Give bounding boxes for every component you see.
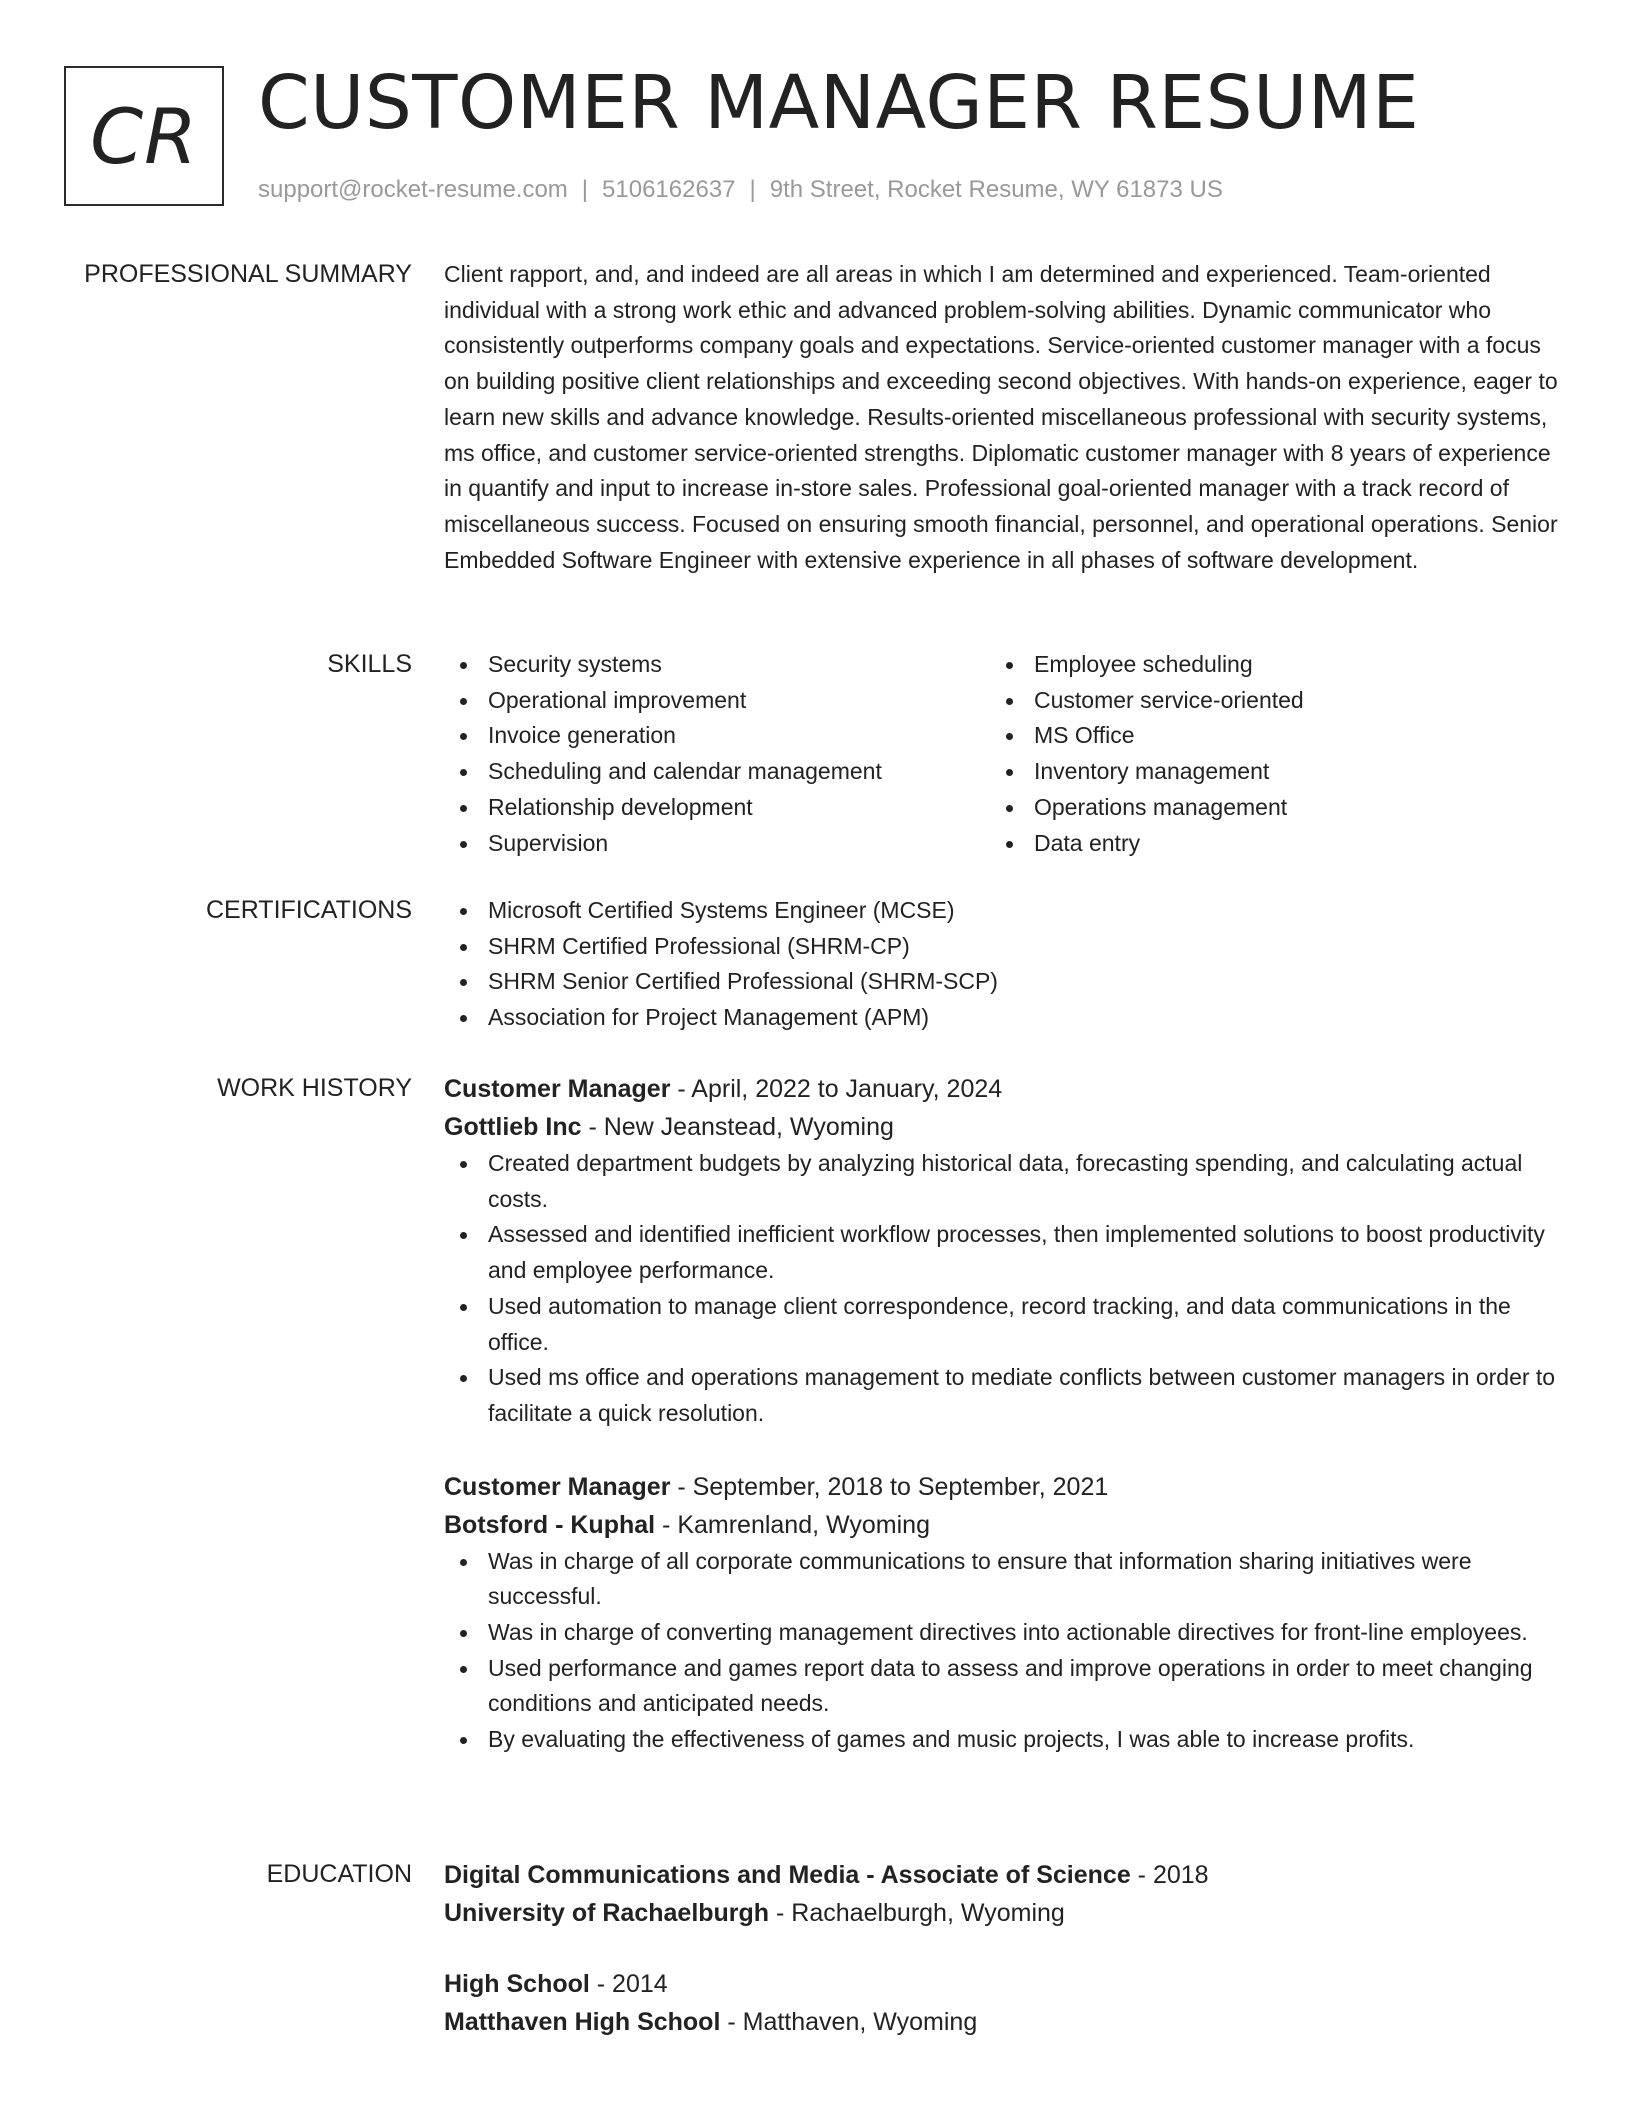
dash: - (670, 1472, 693, 1501)
education-school: University of Rachaelburgh (444, 1899, 770, 1927)
skills-list-right (990, 647, 1536, 861)
job-title-line (444, 1468, 1564, 1506)
job-entry (444, 1070, 1564, 1432)
skill-item: MS Office (990, 718, 1536, 754)
job-bullet: Used ms office and operations management to mediate conflicts between customer managers in order to facilitate a quick resolution. (444, 1360, 1564, 1431)
skill-item: Supervision (444, 826, 990, 862)
dash: - (769, 1899, 792, 1927)
section-label-skills: SKILLS (327, 650, 412, 678)
contact-separator: | (749, 176, 756, 203)
summary-body (444, 257, 1564, 578)
skill-item: Relationship development (444, 790, 990, 826)
skill-item: Operations management (990, 790, 1536, 826)
skill-item: Security systems (444, 647, 990, 683)
contact-address: 9th Street, Rocket Resume, WY 61873 US (769, 176, 1223, 203)
work-history-body (444, 1070, 1564, 1758)
education-degree-line (444, 1856, 1564, 1894)
section-label-work-history: WORK HISTORY (217, 1074, 412, 1102)
skill-item: Employee scheduling (990, 647, 1536, 683)
dash: - (720, 2008, 743, 2036)
dash: - (1130, 1861, 1153, 1889)
job-bullet: By evaluating the effectiveness of games and music projects, I was able to increase profits. (444, 1722, 1564, 1758)
skill-item: Operational improvement (444, 683, 990, 719)
job-company: Botsford - Kuphal (444, 1510, 656, 1539)
education-year: 2018 (1152, 1861, 1209, 1889)
education-body (444, 1856, 1564, 2041)
skill-item: Invoice generation (444, 718, 990, 754)
job-bullet: Used automation to manage client correspondence, record tracking, and data communications in the office. (444, 1289, 1564, 1360)
job-bullet: Created department budgets by analyzing historical data, forecasting spending, and calculating actual costs. (444, 1146, 1564, 1217)
skill-item: Inventory management (990, 754, 1536, 790)
certification-item: Microsoft Certified Systems Engineer (MCSE) (444, 893, 1564, 929)
job-title: Customer Manager (444, 1075, 671, 1103)
skill-item: Customer service-oriented (990, 683, 1536, 719)
dash: - (670, 1075, 692, 1103)
job-bullet: Used performance and games report data to assess and improve operations in order to meet changing conditions and anticipated needs. (444, 1651, 1564, 1722)
contact-email[interactable]: support@rocket-resume.com (258, 176, 568, 203)
certifications-body (444, 893, 1564, 1036)
education-school-line (444, 1894, 1564, 1932)
job-company: Gottlieb Inc (444, 1113, 582, 1141)
job-title: Customer Manager (444, 1472, 671, 1501)
contact-separator: | (581, 176, 589, 203)
skills-body (444, 647, 1564, 861)
section-label-summary: PROFESSIONAL SUMMARY (84, 260, 412, 288)
dash: - (589, 1970, 613, 1998)
contact-line (258, 174, 1223, 206)
job-title-line (444, 1070, 1564, 1108)
job-bullet: Was in charge of converting management directives into actionable directives for front-line employees. (444, 1615, 1564, 1651)
education-year: 2014 (612, 1970, 668, 1998)
job-bullets (444, 1544, 1564, 1758)
section-label-certifications: CERTIFICATIONS (205, 896, 412, 924)
certification-item: SHRM Senior Certified Professional (SHRM-SCP) (444, 964, 1564, 1000)
contact-phone[interactable]: 5106162637 (602, 176, 736, 203)
education-degree: High School (444, 1970, 590, 1998)
job-bullet: Was in charge of all corporate communications to ensure that information sharing initiatives were successful. (444, 1544, 1564, 1615)
section-label-education: EDUCATION (266, 1860, 412, 1888)
resume-title: CUSTOMER MANAGER RESUME (258, 60, 1420, 146)
education-location: Matthaven, Wyoming (742, 2008, 978, 2036)
summary-text: Client rapport, and, and indeed are all areas in which I am determined and experienced. Team-oriented individual with a strong work ethic and advanced problem-solving abilities. Dynamic communicator who consistently outperforms company goals and expectations. Service-oriented customer manager with a focus on building positive client relationships and exceeding second objectives. With hands-on experience, eager to learn new skills and advance knowledge. Results-oriented miscellaneous professional with security systems, ms office, and customer service-oriented strengths. Diplomatic customer manager with 8 years of experience in quantify and input to increase in-store sales. Professional goal-oriented manager with a track record of miscellaneous success. Focused on ensuring smooth financial, personnel, and operational operations. Senior Embedded Software Engineer with extensive experience in all phases of software development. (444, 261, 1558, 573)
education-degree: Digital Communications and Media - Associate of Science (444, 1861, 1131, 1889)
certification-item: Association for Project Management (APM) (444, 1000, 1564, 1036)
job-bullet: Assessed and identified inefficient workflow processes, then implemented solutions to boost productivity and employee performance. (444, 1217, 1564, 1288)
job-bullets (444, 1146, 1564, 1432)
education-entry (444, 1856, 1564, 1932)
skills-list-left (444, 647, 990, 861)
education-school-line (444, 2003, 1564, 2041)
job-location: Kamrenland, Wyoming (677, 1510, 930, 1539)
certifications-list (444, 893, 1564, 1036)
job-dates: April, 2022 to January, 2024 (691, 1075, 1003, 1103)
job-entry (444, 1468, 1564, 1758)
skill-item: Data entry (990, 826, 1536, 862)
job-location: New Jeanstead, Wyoming (603, 1113, 894, 1141)
education-school: Matthaven High School (444, 2008, 721, 2036)
education-location: Rachaelburgh, Wyoming (791, 1899, 1065, 1927)
monogram-logo: CR (64, 66, 224, 206)
job-dates: September, 2018 to September, 2021 (692, 1472, 1109, 1501)
dash: - (655, 1510, 678, 1539)
dash: - (581, 1113, 604, 1141)
certification-item: SHRM Certified Professional (SHRM-CP) (444, 929, 1564, 965)
skill-item: Scheduling and calendar management (444, 754, 990, 790)
job-company-line (444, 1506, 1564, 1544)
job-company-line (444, 1108, 1564, 1146)
education-entry (444, 1965, 1564, 2041)
education-degree-line (444, 1965, 1564, 2003)
